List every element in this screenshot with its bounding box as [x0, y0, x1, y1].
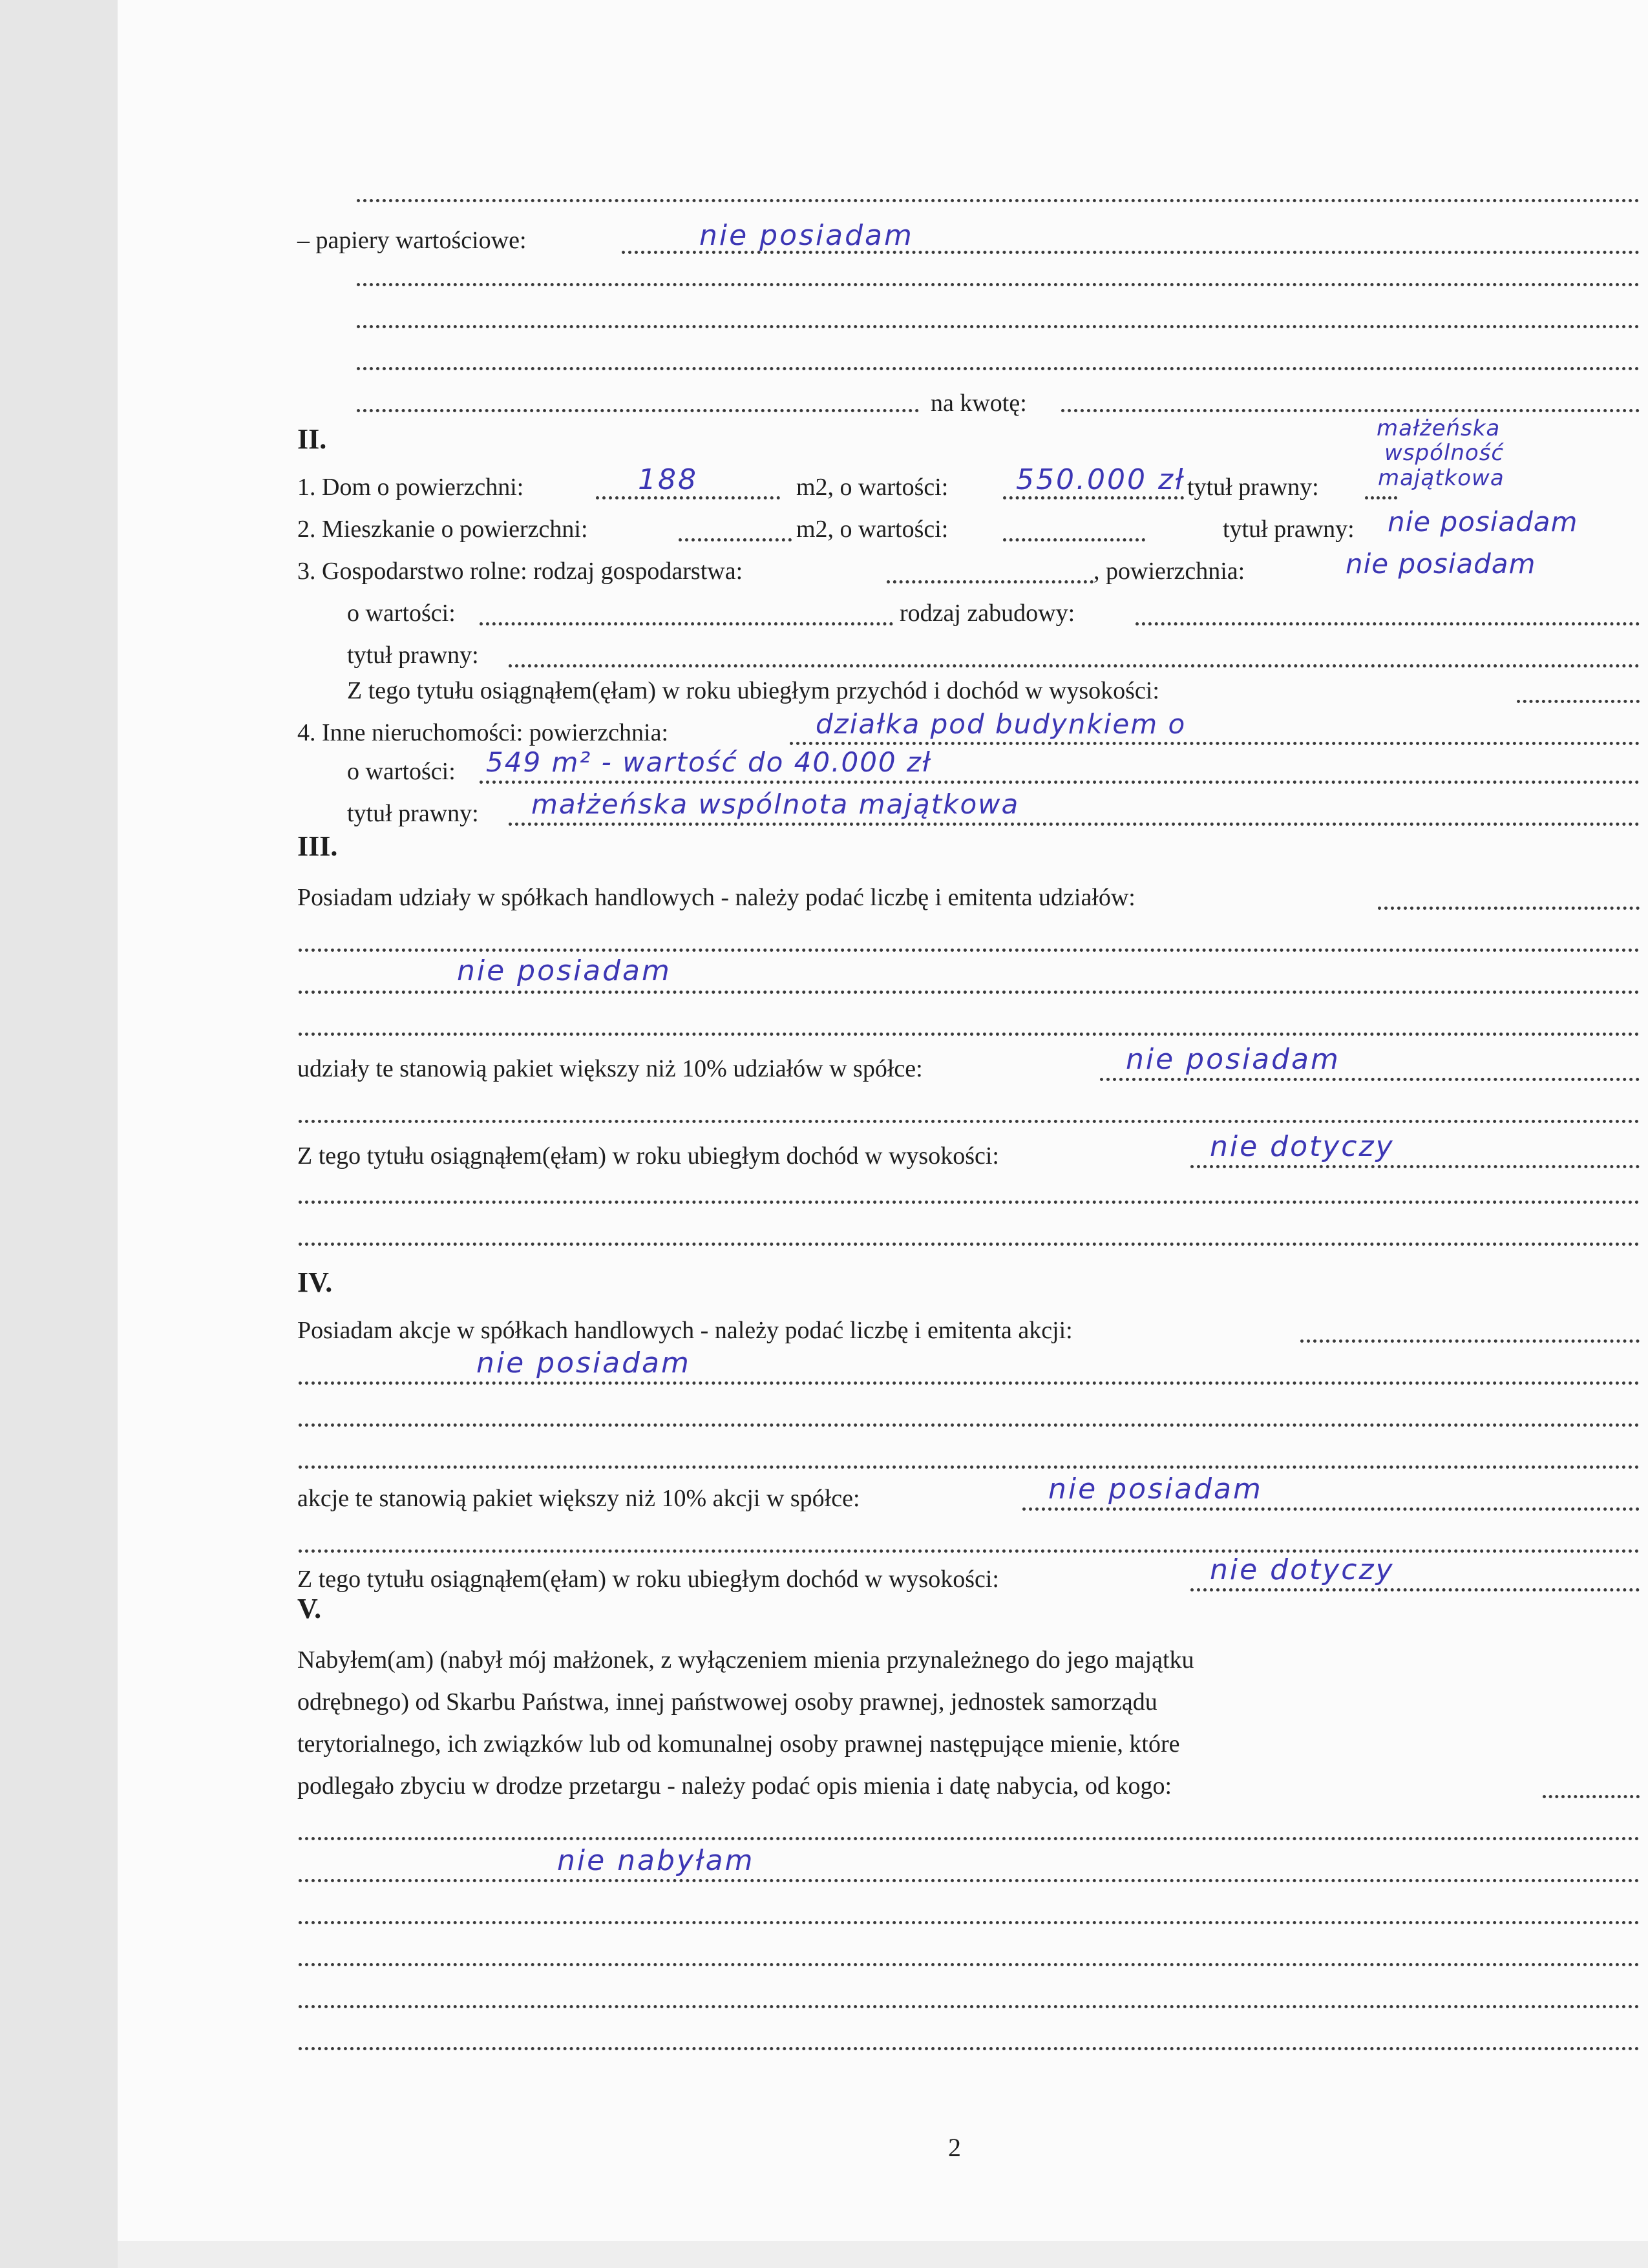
inne-tytul-label: tytuł prawny: [347, 800, 479, 827]
nabycie-paragraph-1: Nabyłem(am) (nabył mój małżonek, z wyłączeniem mienia przynależnego do jego majątku [297, 1646, 1194, 1674]
scan-margin [0, 0, 118, 2268]
dotted-line [1003, 538, 1145, 541]
handwritten-dom-title-3: majątkowa [1378, 465, 1505, 491]
dotted-line [1100, 1078, 1640, 1081]
handwritten-udzialy-pakiet: nie posiadam [1126, 1043, 1340, 1076]
na-kwote-label: na kwotę: [931, 390, 1027, 417]
mieszkanie-label: 2. Mieszkanie o powierzchni: [297, 516, 588, 543]
dotted-line [299, 1243, 1640, 1246]
dotted-line [357, 325, 1640, 328]
dotted-line [1517, 700, 1640, 703]
handwritten-akcje-dochod: nie dotyczy [1210, 1553, 1395, 1586]
handwritten-inne-area: działka pod budynkiem o [816, 708, 1187, 740]
dotted-line [480, 781, 1640, 784]
dotted-line [1190, 1165, 1640, 1168]
dotted-line [299, 1921, 1640, 1924]
dotted-line [887, 580, 1093, 583]
dotted-line [299, 1837, 1640, 1840]
section-heading-ii: II. [297, 423, 327, 455]
section-heading-iv: IV. [297, 1266, 333, 1298]
dotted-line [509, 823, 1640, 826]
handwritten-dom-title-1: małżeńska [1377, 415, 1501, 441]
handwritten-inne-title: małżeńska wspólnota majątkowa [531, 788, 1020, 820]
dotted-line [1378, 907, 1640, 910]
dotted-line [299, 949, 1640, 952]
dotted-line [1022, 1507, 1640, 1511]
dotted-line [299, 1879, 1640, 1882]
dotted-line [357, 409, 919, 412]
dom-m2-label: m2, o wartości: [796, 474, 949, 501]
dotted-line [679, 538, 792, 541]
dotted-line [299, 1549, 1640, 1553]
akcje-label: Posiadam akcje w spółkach handlowych - należy podać liczbę i emitenta akcji: [297, 1317, 1073, 1344]
inne-nieruchomosci-label: 4. Inne nieruchomości: powierzchnia: [297, 719, 669, 746]
udzialy-dochod-label: Z tego tytułu osiągnąłem(ęłam) w roku ubiegłym dochód w wysokości: [297, 1142, 999, 1170]
gospodarstwo-dochod-label: Z tego tytułu osiągnąłem(ęłam) w roku ubiegłym przychód i dochód w wysokości: [347, 677, 1159, 704]
handwritten-udzialy-dochod: nie dotyczy [1210, 1130, 1395, 1163]
dotted-line [357, 367, 1640, 370]
nabycie-paragraph-3: terytorialnego, ich związków lub od komunalnej osoby prawnej następujące mienie, które [297, 1730, 1180, 1758]
dotted-line [790, 742, 1640, 745]
dotted-line [299, 1201, 1640, 1204]
gospodarstwo-tytul-label: tytuł prawny: [347, 642, 479, 669]
dotted-line [1190, 1588, 1640, 1591]
inne-wartosc-label: o wartości: [347, 758, 456, 785]
mieszkanie-m2-label: m2, o wartości: [796, 516, 949, 543]
section-heading-iii: III. [297, 830, 338, 862]
udzialy-label: Posiadam udziały w spółkach handlowych - należy podać liczbę i emitenta udziałów: [297, 884, 1136, 911]
dotted-line [299, 2047, 1640, 2050]
dotted-line [357, 283, 1640, 286]
akcje-dochod-label: Z tego tytułu osiągnąłem(ęłam) w roku ubiegłym dochód w wysokości: [297, 1566, 999, 1593]
handwritten-papiery: nie posiadam [699, 219, 914, 252]
gospodarstwo-wartosc-label: o wartości: [347, 600, 456, 627]
dom-tytul-label: tytuł prawny: [1187, 474, 1319, 501]
section-heading-v: V. [297, 1593, 322, 1624]
dotted-line [1543, 1795, 1640, 1798]
handwritten-inne-value: 549 m² - wartość do 40.000 zł [486, 746, 932, 778]
nabycie-paragraph-2: odrębnego) od Skarbu Państwa, innej państwowej osoby prawnej, jednostek samorządu [297, 1688, 1157, 1716]
handwritten-dom-value: 550.000 zł [1016, 463, 1185, 496]
dotted-line [1003, 496, 1184, 499]
dotted-line [299, 1963, 1640, 1966]
rodzaj-zabudowy-label: rodzaj zabudowy: [900, 600, 1075, 627]
handwritten-nabycie: nie nabyłam [557, 1844, 755, 1877]
dotted-line [1061, 409, 1640, 412]
dotted-line [299, 1033, 1640, 1036]
handwritten-akcje: nie posiadam [476, 1347, 691, 1380]
nabycie-paragraph-4: podlegało zbyciu w drodze przetargu - należy podać opis mienia i datę nabycia, od kogo: [297, 1772, 1172, 1800]
handwritten-dom-title-2: wspólność [1384, 440, 1505, 466]
dotted-line [480, 622, 893, 625]
handwritten-dom-area: 188 [638, 463, 698, 496]
dotted-line [357, 199, 1640, 202]
handwritten-akcje-pakiet: nie posiadam [1048, 1473, 1263, 1506]
handwritten-gospodarstwo: nie posiadam [1346, 548, 1536, 580]
page-number: 2 [948, 2133, 961, 2162]
gospodarstwo-label: 3. Gospodarstwo rolne: rodzaj gospodarstwa: [297, 558, 743, 585]
akcje-pakiet-label: akcje te stanowią pakiet większy niż 10% akcji w spółce: [297, 1485, 860, 1512]
papiery-label: – papiery wartościowe: [297, 227, 527, 254]
dom-label: 1. Dom o powierzchni: [297, 474, 524, 501]
handwritten-udzialy: nie posiadam [457, 954, 671, 987]
dotted-line [299, 2005, 1640, 2008]
dotted-line [1365, 496, 1397, 499]
mieszkanie-tytul-label: tytuł prawny: [1223, 516, 1355, 543]
dotted-line [299, 1381, 1640, 1385]
dotted-line [299, 991, 1640, 994]
dotted-line [299, 1423, 1640, 1427]
dotted-line [299, 1120, 1640, 1123]
dotted-line [299, 1465, 1640, 1469]
dotted-line [509, 664, 1640, 667]
dotted-line [596, 496, 780, 499]
dotted-line [1136, 622, 1640, 625]
dotted-line [1300, 1339, 1640, 1343]
gospodarstwo-powierzchnia-label: , powierzchnia: [1093, 558, 1245, 585]
document-page [118, 0, 1648, 2241]
scan-bottom-edge [118, 2241, 1648, 2268]
udzialy-pakiet-label: udziały te stanowią pakiet większy niż 10% udziałów w spółce: [297, 1055, 923, 1082]
handwritten-mieszkanie: nie posiadam [1388, 506, 1578, 538]
